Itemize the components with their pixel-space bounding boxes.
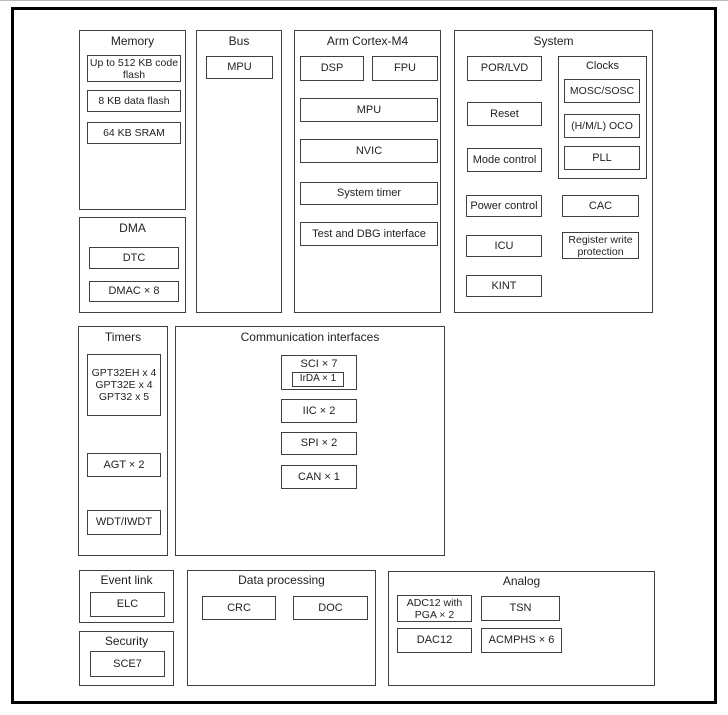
cortex-mpu-box: MPU xyxy=(300,98,438,122)
system-cac-box: CAC xyxy=(562,195,639,217)
clocks-oco-box: (H/M/L) OCO xyxy=(564,114,640,138)
timers-wdt-box: WDT/IWDT xyxy=(87,510,161,535)
comm-sci-box xyxy=(281,355,357,390)
system-reset-box: Reset xyxy=(467,102,542,126)
dma-section xyxy=(79,217,186,313)
bus-title: Bus xyxy=(228,34,250,48)
cortex-dsp-box: DSP xyxy=(300,56,364,81)
memory-data-flash-box: 8 KB data flash xyxy=(87,90,181,112)
analog-dac-box: DAC12 xyxy=(397,628,472,653)
dma-dmac-box: DMAC × 8 xyxy=(89,281,179,302)
dma-title: DMA xyxy=(119,221,146,235)
bus-mpu-box: MPU xyxy=(206,56,273,79)
security-sce-box: SCE7 xyxy=(90,651,165,677)
comm-section xyxy=(175,326,445,556)
system-reg-write-protect-box: Register write protection xyxy=(562,232,639,259)
clocks-subsection xyxy=(558,56,647,179)
data-processing-title: Data processing xyxy=(238,573,325,587)
event-link-section xyxy=(79,570,174,623)
analog-section xyxy=(388,571,655,686)
system-section xyxy=(454,30,653,313)
cortex-nvic-box: NVIC xyxy=(300,139,438,163)
system-icu-box: ICU xyxy=(466,235,542,257)
comm-spi-box: SPI × 2 xyxy=(281,432,357,455)
system-por-lvd-box: POR/LVD xyxy=(467,56,542,81)
data-processing-section xyxy=(187,570,376,686)
memory-section xyxy=(79,30,186,210)
system-power-control-box: Power control xyxy=(466,195,542,217)
timers-title: Timers xyxy=(104,330,142,344)
clocks-title: Clocks xyxy=(585,60,619,72)
clocks-mosc-sosc-box: MOSC/SOSC xyxy=(564,79,640,103)
comm-can-box: CAN × 1 xyxy=(281,465,357,489)
figure-frame xyxy=(11,7,717,704)
timers-section xyxy=(78,326,168,556)
analog-title: Analog xyxy=(502,574,541,588)
cortex-fpu-box: FPU xyxy=(372,56,438,81)
clocks-pll-box: PLL xyxy=(564,146,640,170)
system-kint-box: KINT xyxy=(466,275,542,297)
memory-code-flash-box: Up to 512 KB code flash xyxy=(87,55,181,82)
data-processing-doc-box: DOC xyxy=(293,596,368,620)
comm-iic-box: IIC × 2 xyxy=(281,399,357,423)
memory-title: Memory xyxy=(110,34,155,48)
data-processing-crc-box: CRC xyxy=(202,596,276,620)
analog-acmphs-box: ACMPHS × 6 xyxy=(481,628,562,653)
security-title: Security xyxy=(104,634,149,648)
cortex-system-timer-box: System timer xyxy=(300,182,438,205)
comm-irda-box: IrDA × 1 xyxy=(292,372,344,387)
security-section xyxy=(79,631,174,686)
timers-gpt-line-2: GPT32E x 4 xyxy=(95,379,153,391)
cortex-title: Arm Cortex-M4 xyxy=(326,34,409,48)
analog-adc-box: ADC12 with PGA × 2 xyxy=(397,595,472,622)
timers-agt-box: AGT × 2 xyxy=(87,453,161,477)
bus-section xyxy=(196,30,282,313)
timers-gpt-line-1: GPT32EH x 4 xyxy=(91,367,157,379)
analog-tsn-box: TSN xyxy=(481,596,560,621)
system-title: System xyxy=(533,34,574,48)
event-link-elc-box: ELC xyxy=(90,592,165,617)
timers-gpt-box xyxy=(87,354,161,416)
event-link-title: Event link xyxy=(100,573,153,587)
dma-dtc-box: DTC xyxy=(89,247,179,269)
system-mode-control-box: Mode control xyxy=(467,148,542,172)
page-edge-line xyxy=(0,0,728,1)
cortex-test-dbg-box: Test and DBG interface xyxy=(300,222,438,246)
memory-sram-box: 64 KB SRAM xyxy=(87,122,181,144)
cortex-section xyxy=(294,30,441,313)
timers-gpt-line-3: GPT32 x 5 xyxy=(98,391,150,403)
comm-sci-label: SCI × 7 xyxy=(300,358,338,370)
comm-title: Communication interfaces xyxy=(240,330,380,344)
